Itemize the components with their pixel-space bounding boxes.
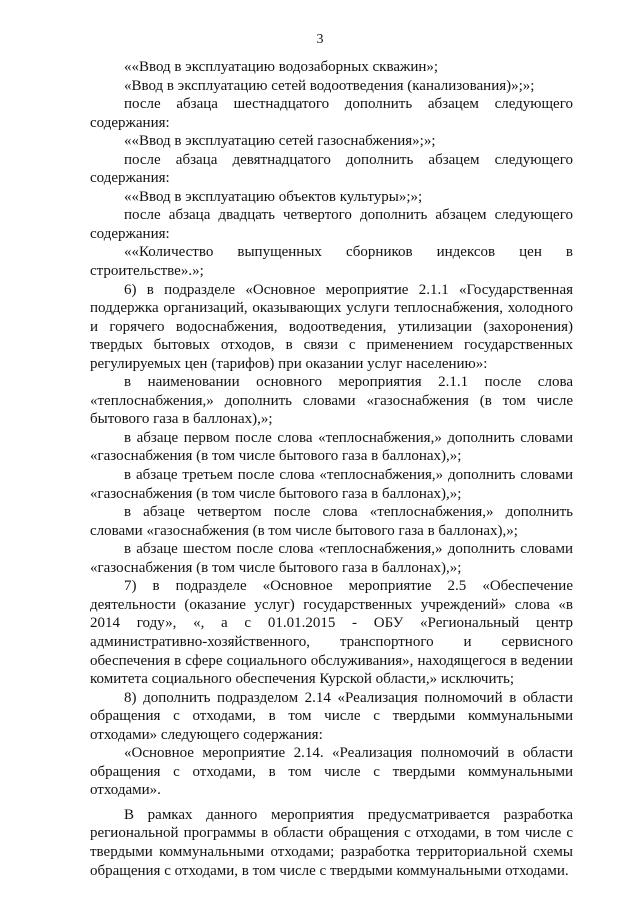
text-line: административно-хозяйственного, транспортного и сервисного: [90, 633, 573, 650]
text-line: в абзаце третьем после слова «теплоснабжения,» дополнить словами: [124, 467, 573, 484]
paragraph: [90, 95, 573, 132]
text-line: обращения с отходами, в том числе с твердыми коммунальными: [90, 763, 573, 780]
text-line: деятельности (оказание услуг) государственных учреждений» слова «в: [90, 596, 573, 613]
paragraph: [90, 281, 573, 374]
paragraph: [90, 373, 573, 429]
text-line: в наименовании основного мероприятия 2.1.1 после слова: [124, 374, 573, 391]
paragraph: [90, 188, 573, 207]
paragraph: [90, 132, 573, 151]
text-line: обращения с отходами, в том числе с твердыми коммунальными: [90, 708, 573, 725]
paragraph: [90, 577, 573, 688]
text-line: строительстве».»;: [90, 263, 204, 280]
text-line: содержания:: [90, 225, 170, 242]
text-line: после абзаца девятнадцатого дополнить абзацем следующего: [124, 151, 573, 168]
document-body: [90, 58, 573, 880]
text-line: 7) в подразделе «Основное мероприятие 2.5 «Обеспечение: [124, 578, 573, 595]
text-line: после абзаца шестнадцатого дополнить абзацем следующего: [124, 96, 573, 113]
page-number: 3: [316, 32, 324, 47]
text-line: ««Ввод в эксплуатацию водозаборных скважин»;: [124, 59, 439, 75]
paragraph: [90, 429, 573, 466]
paragraph: [90, 540, 573, 577]
text-line: «Основное мероприятие 2.14. «Реализация полномочий в области: [124, 745, 573, 762]
text-line: «газоснабжения (в том числе бытового газа в баллонах),»;: [90, 448, 462, 465]
text-line: и горячего водоснабжения, водоотведения, утилизации (захоронения): [90, 318, 573, 335]
paragraph: [90, 77, 573, 96]
text-line: В рамках данного мероприятия предусматривается разработка: [124, 806, 573, 823]
text-line: содержания:: [90, 170, 170, 187]
text-line: комитета социального обеспечения Курской области,» исключить;: [90, 671, 515, 688]
text-line: содержания:: [90, 114, 170, 131]
paragraph: [90, 744, 573, 800]
paragraph: [90, 151, 573, 188]
text-line: 8) дополнить подразделом 2.14 «Реализация полномочий в области: [124, 689, 573, 706]
text-line: поддержка организаций, оказывающих услуги теплоснабжения, холодного: [90, 300, 573, 317]
text-line: ««Ввод в эксплуатацию сетей газоснабжения»;»;: [124, 133, 436, 150]
text-line: в абзаце шестом после слова «теплоснабжения,» дополнить словами: [124, 541, 573, 558]
text-line: в абзаце четвертом после слова «теплоснабжения,» дополнить: [124, 504, 573, 521]
text-line: 6) в подразделе «Основное мероприятие 2.1.1 «Государственная: [124, 281, 573, 298]
text-line: 2014 году», «, а с 01.01.2015 - ОБУ «Региональный центр: [90, 615, 573, 632]
text-line: обеспечения в сфере социального обслуживания», находящегося в ведении: [90, 652, 573, 669]
paragraph: [90, 806, 573, 880]
text-line: отходами» следующего содержания:: [90, 726, 323, 743]
text-line: обращения с отходами, в том числе с твердыми коммунальными отходами.: [90, 862, 569, 879]
text-line: отходами».: [90, 782, 161, 799]
text-line: ««Ввод в эксплуатацию объектов культуры»;»;: [124, 188, 423, 205]
paragraph: [90, 243, 573, 280]
text-line: «газоснабжения (в том числе бытового газа в баллонах),»;: [90, 485, 462, 502]
text-line: «Ввод в эксплуатацию сетей водоотведения (канализования)»;»;: [124, 77, 535, 94]
text-line: твердых бытовых отходов, в связи с применением государственных: [90, 337, 573, 354]
paragraph: [90, 206, 573, 243]
text-line: «газоснабжения (в том числе бытового газа в баллонах),»;: [90, 559, 462, 576]
text-line: в абзаце первом после слова «теплоснабжения,» дополнить словами: [124, 429, 573, 446]
text-line: твердыми коммунальными отходами; разработка территориальной схемы: [90, 843, 573, 860]
text-line: после абзаца двадцать четвертого дополнить абзацем следующего: [124, 207, 573, 224]
text-line: бытового газа в баллонах),»;: [90, 411, 273, 428]
text-line: словами «газоснабжения (в том числе бытового газа в баллонах),»;: [90, 522, 518, 539]
text-line: ««Количество выпущенных сборников индексов цен в: [124, 244, 573, 261]
text-line: региональной программы в области обращения с отходами, в том числе с: [90, 825, 573, 842]
paragraph: [90, 58, 573, 77]
paragraph: [90, 466, 573, 503]
text-line: регулируемых цен (тарифов) при оказании услуг населению»:: [90, 355, 488, 372]
text-line: «теплоснабжения,» дополнить словами «газоснабжения (в том числе: [90, 392, 573, 409]
paragraph: [90, 503, 573, 540]
paragraph: [90, 689, 573, 745]
